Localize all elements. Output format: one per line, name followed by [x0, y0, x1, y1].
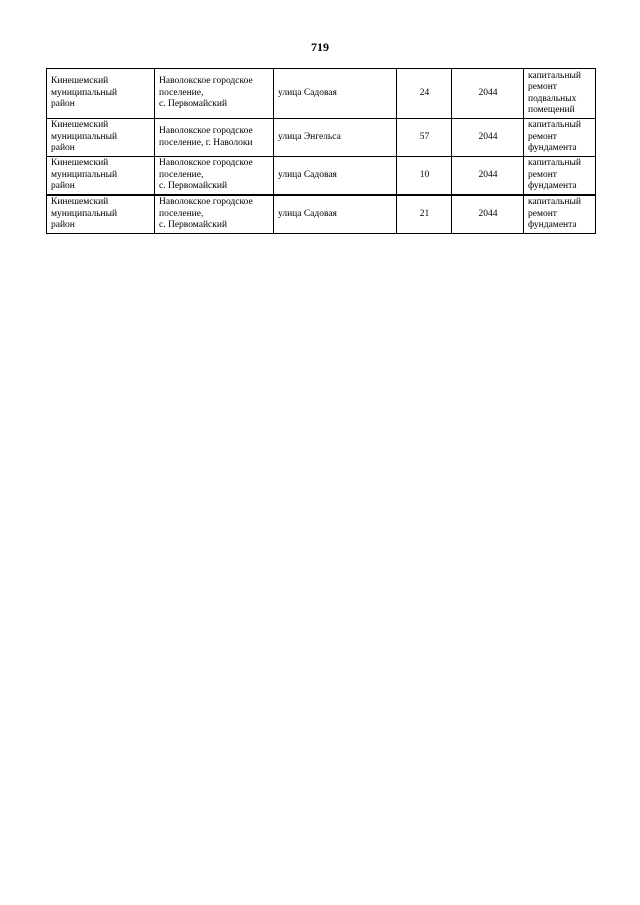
year-cell: 2044: [452, 157, 524, 196]
settlement-cell: Наволокское городское поселение, с. Первомайский: [155, 69, 274, 119]
house-number-cell: 57: [397, 119, 452, 157]
house-number-cell: 24: [397, 69, 452, 119]
page-number: 719: [311, 40, 329, 54]
year-cell: 2044: [452, 69, 524, 119]
district-cell: Кинешемский муниципальный район: [47, 119, 155, 157]
settlement-cell: Наволокское городское поселение, с. Первомайский: [155, 157, 274, 196]
house-number-cell: 10: [397, 157, 452, 196]
street-cell: улица Садовая: [274, 157, 397, 196]
street-cell: улица Энгельса: [274, 119, 397, 157]
district-cell: Кинешемский муниципальный район: [47, 195, 155, 234]
work-type-cell: капитальный ремонт подвальных помещений: [524, 69, 596, 119]
house-number-cell: 21: [397, 195, 452, 234]
table-row: [47, 157, 596, 196]
year-cell: 2044: [452, 195, 524, 234]
work-type-cell: капитальный ремонт фундамента: [524, 195, 596, 234]
repair-schedule-table: [46, 68, 596, 234]
year-cell: 2044: [452, 119, 524, 157]
table-row: [47, 119, 596, 157]
district-cell: Кинешемский муниципальный район: [47, 69, 155, 119]
settlement-cell: Наволокское городское поселение, г. Наволоки: [155, 119, 274, 157]
table-row: [47, 195, 596, 234]
work-type-cell: капитальный ремонт фундамента: [524, 119, 596, 157]
work-type-cell: капитальный ремонт фундамента: [524, 157, 596, 196]
street-cell: улица Садовая: [274, 195, 397, 234]
street-cell: улица Садовая: [274, 69, 397, 119]
table-row: [47, 69, 596, 119]
district-cell: Кинешемский муниципальный район: [47, 157, 155, 196]
settlement-cell: Наволокское городское поселение, с. Первомайский: [155, 195, 274, 234]
